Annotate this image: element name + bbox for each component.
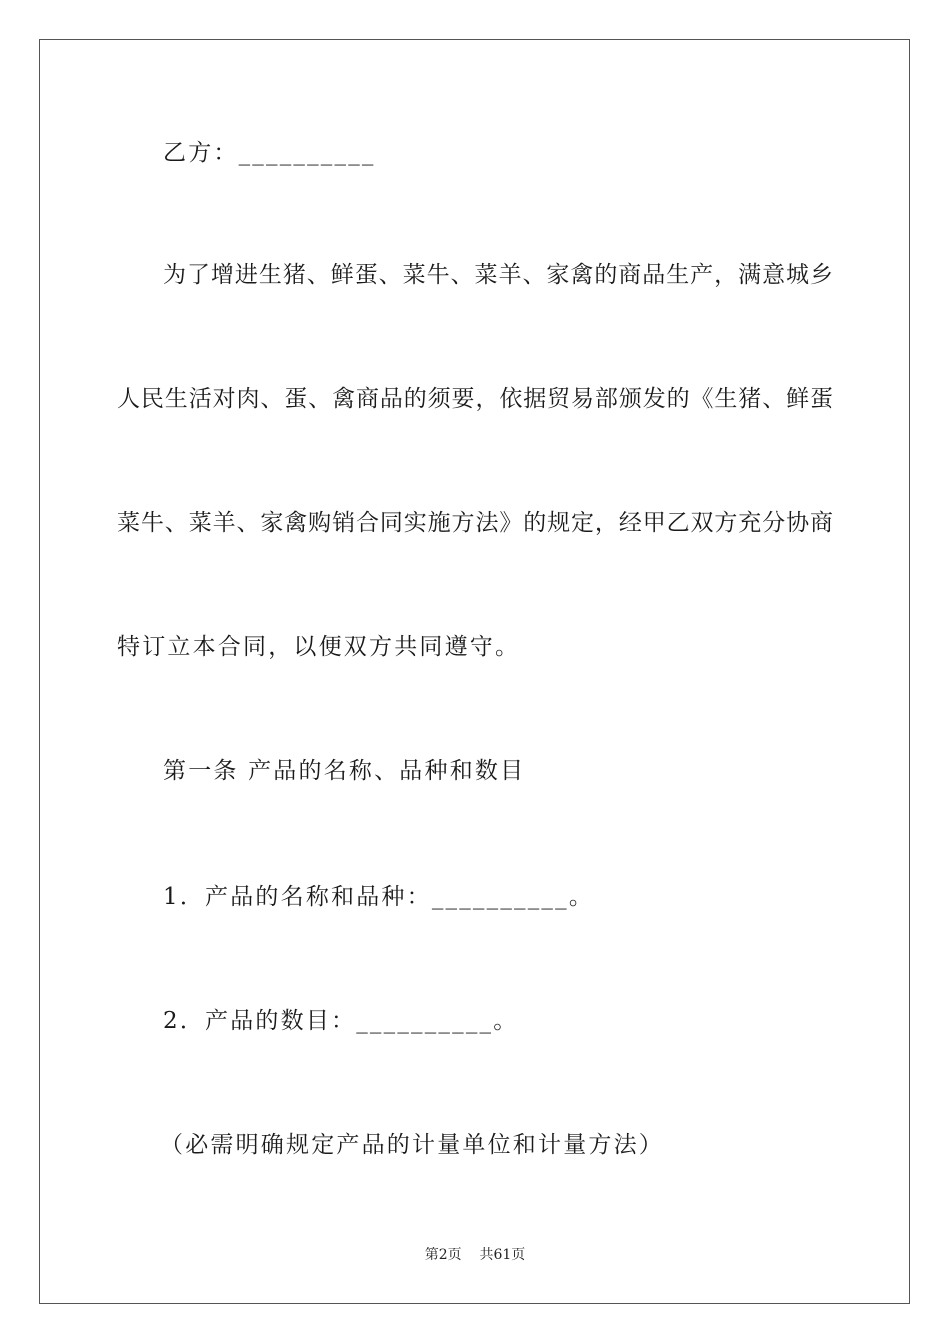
intro-line-3-text: 菜牛、菜羊、家禽购销合同实施方法》的规定，经甲乙双方充分协商 bbox=[117, 510, 834, 536]
total-pages: 共61页 bbox=[479, 1247, 526, 1263]
article-1-title: 第一条 产品的名称、品种和数目 bbox=[163, 758, 526, 784]
intro-line-2 bbox=[117, 384, 833, 414]
intro-line-4: 特订立本合同，以便双方共同遵守。 bbox=[117, 634, 521, 660]
intro-line-1 bbox=[163, 260, 833, 290]
page-number: 第2页 bbox=[424, 1247, 462, 1263]
intro-line-3 bbox=[117, 508, 833, 538]
intro-line-1-text: 为了增进生猪、鲜蛋、菜牛、菜羊、家禽的商品生产，满意城乡 bbox=[163, 262, 834, 288]
measurement-note: （必需明确规定产品的计量单位和计量方法） bbox=[160, 1132, 664, 1158]
page-footer bbox=[0, 1246, 950, 1264]
page-frame bbox=[39, 39, 910, 1304]
party-b-line: 乙方：__________ bbox=[163, 140, 376, 166]
item-2: 2．产品的数目：__________。 bbox=[163, 1008, 519, 1034]
intro-line-2-text: 人民生活对肉、蛋、禽商品的须要，依据贸易部颁发的《生猪、鲜蛋 bbox=[117, 386, 834, 412]
item-1: 1．产品的名称和品种：__________。 bbox=[163, 884, 595, 910]
